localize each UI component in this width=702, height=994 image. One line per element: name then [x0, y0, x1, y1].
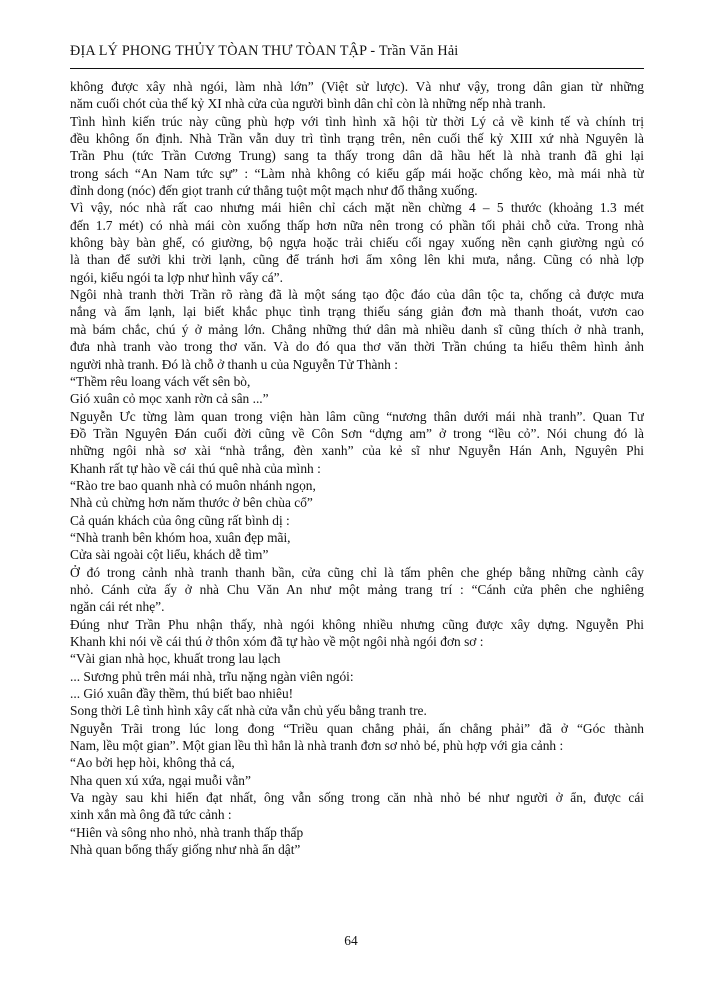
text-line: Nguyễn Ưc từng làm quan trong viện hàn lâm cũng “nương thân dưới mái nhà tranh”. Quan Tư [70, 408, 644, 424]
text-line: Nhà quan bổng thấy giống như nhà ẩn dật” [70, 842, 301, 858]
text-line: Cửa sài ngoài cột liểu, khách dễ tìm” [70, 547, 269, 563]
text-line: không được xây nhà ngói, làm nhà lớn” (Việt sử lược). Và như vậy, trong dân gian từ những [70, 79, 644, 94]
text-line: đều không ổn định. Nhà Trần vẫn duy trì tình trạng trên, nên cuối thế kỷ XIII xứ nhà Nguyên là [70, 131, 644, 147]
text-line: Khanh rất tự hào về cái thú quê nhà của mình : [70, 460, 321, 476]
text-line: “Hiên và sông nho nhỏ, nhà tranh thấp thấp [70, 824, 304, 840]
text-line: “Ao bởi hẹp hòi, không thả cá, [70, 755, 235, 771]
text-line: Nhà củ chừng hơn năm thước ở bên chùa cổ” [70, 495, 313, 511]
text-line: ... Sương phủ trên mái nhà, trĩu nặng ngàn viên ngói: [70, 668, 354, 684]
text-line: ngăn cái rét nhẹ”. [70, 599, 165, 615]
text-line: Nha quen xú xứa, ngại muỗi vằn” [70, 772, 251, 788]
text-line: Gió xuân cỏ mọc xanh rờn cả sân ...” [70, 391, 269, 407]
text-line: Nguyễn Trãi trong lúc long đong “Triều quan chẳng phải, ấn chẳng phải” đã ở “Góc thành [70, 720, 644, 736]
body-text [70, 78, 644, 858]
running-header [70, 42, 644, 60]
text-line: Tình hình kiến trúc này cũng phù hợp với tình hình xã hội từ thời Lý cả về kinh tế và chính trị [70, 113, 644, 129]
text-line: những ngôi nhà sơ xài “nhà trắng, đèn xanh” của kẻ sĩ như Nguyễn Hán Anh, Nguyên Phi [70, 443, 644, 459]
text-line: Vì vậy, nóc nhà rất cao nhưng mái hiên chỉ cách mặt nền chừng 4 – 5 thước (khoảng 1.3 mét [70, 200, 644, 216]
text-line: Khanh khi nói về cái thú ở thôn xóm đã tự hào về một ngôi nhà ngói đơn sơ : [70, 634, 484, 649]
text-line: đưa nhà tranh vào trong thơ văn. Và do đó qua thơ văn thời Trần chúng ta hiểu thêm hình ảnh [70, 339, 644, 355]
text-line: “Nhà tranh bên khóm hoa, xuân đẹp mãi, [70, 529, 291, 545]
text-line: đến 1.7 mét) có nhà mái còn xuống thấp hơn nữa nên trong có phần tối phải chỗ cửa. Trong nhà [70, 217, 644, 233]
text-line: Va ngày sau khi hiển đạt nhất, ông vẫn sống trong căn nhà nhỏ bé như người ở ẩn, được cái [70, 790, 644, 806]
text-line: Trần Phu (tức Trần Cương Trung) sang ta thấy trong dân dã hầu hết là nhà tranh đã ghi lại [70, 148, 644, 164]
text-line: nhỏ. Cánh cửa ấy ở nhà Chu Văn An như một mảng trang trí : “Cánh cửa phên che nghiêng [70, 581, 644, 597]
text-line: Nam, lều một gian”. Một gian lều thì hẳn là nhà tranh đơn sơ nhỏ bé, phù hợp với gia cảnh : [70, 738, 564, 754]
text-line: người nhà tranh. Đó là chỗ ở thanh u của Nguyễn Tử Thành : [70, 356, 398, 372]
page-number: 64 [344, 933, 358, 948]
text-line: Song thời Lê tình hình xây cất nhà cửa vẫn chủ yếu bằng tranh tre. [70, 703, 427, 719]
text-line: Đúng như Trần Phu nhận thấy, nhà ngói không nhiều nhưng cũng được xây dựng. Nguyễn Phi [70, 616, 644, 632]
text-line: ngói, kiểu ngói ta lợp như hình vẩy cá”. [70, 269, 283, 285]
text-line: mà bám chắc, chú ý ở mảng lớn. Chẳng những thứ dân mà nhiều danh sĩ cũng thích ở nhà tranh, [70, 321, 644, 337]
text-line: xinh xắn mà ông đã tức cảnh : [70, 807, 232, 823]
text-line: trong sách “An Nam tức sự” : “Làm nhà không có kiểu gấp mái hoặc chống kèo, mà mái nhà từ [70, 165, 644, 181]
text-line: ... Gió xuân đầy thềm, thú biết bao nhiêu! [70, 686, 294, 702]
book-author: Trần Văn Hải [378, 43, 459, 59]
text-line: Đồ Trần Nguyên Đán cuối đời cũng về Côn Sơn “dựng am” ở trong “lều cỏ”. Nói chung đó là [70, 425, 644, 441]
text-line: Ngôi nhà tranh thời Trần rõ ràng đã là một sáng tạo độc đáo của dân tộc ta, chống cả được mưa [70, 287, 644, 303]
text-line: Ở đó trong cảnh nhà tranh thanh bần, cửa cũng chỉ là tấm phên che ghép bằng những cành cây [70, 564, 644, 580]
text-line: là than để sưởi khi trời lạnh, cũng để tránh hơi ẩm xông lên khi mưa, nắng. Cũng có nhà lợp [70, 252, 644, 268]
text-line: nắng và ẩm lạnh, lại biết khắc phục tình trạng thiếu sáng giản đơn mà thanh thoát, vươn cao [70, 304, 644, 320]
text-line: đỉnh dong (nóc) đến giọt tranh cứ thẳng tuột một mạch như đổ thẳng xuống. [70, 183, 478, 199]
text-line: năm cuối chót của thế kỷ XI nhà cửa của người bình dân chỉ còn là những nếp nhà tranh. [70, 96, 546, 112]
text-line: không bày bàn ghế, có giường, bộ ngựa hoặc trải chiếu cối ngay xuống nền cạnh giường ngủ có [70, 235, 644, 251]
header-divider [70, 68, 644, 69]
text-line: “Rào tre bao quanh nhà có muôn nhánh ngọn, [70, 477, 316, 493]
text-line: “Thềm rêu loang vách vết sên bò, [70, 373, 251, 389]
text-line: Cả quán khách của ông cũng rất bình dị : [70, 512, 290, 528]
book-title: ĐỊA LÝ PHONG THỦY TÒAN THƯ TÒAN TẬP - [70, 43, 379, 59]
text-line: “Vài gian nhà học, khuất trong lau lạch [70, 651, 281, 667]
